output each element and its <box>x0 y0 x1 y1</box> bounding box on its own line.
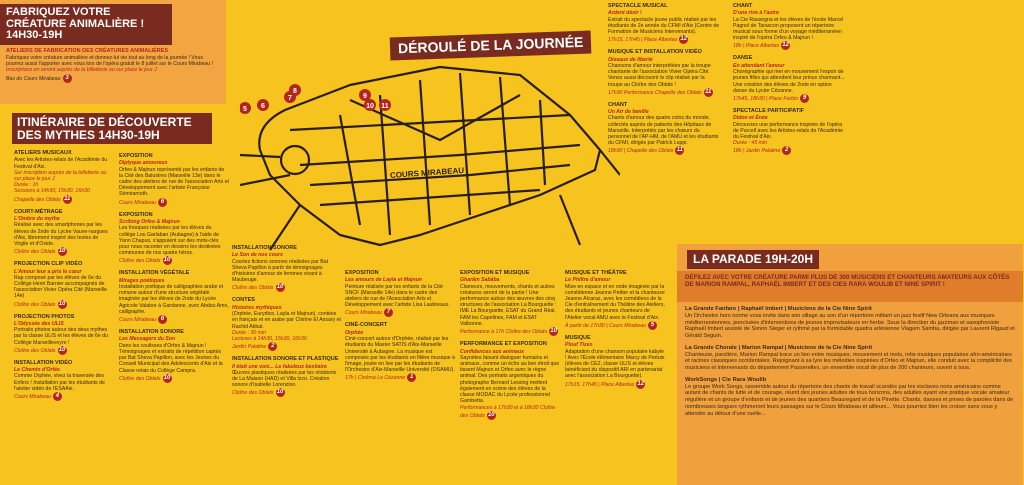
item-description: Œuvres plastiques réalisées par les résidents de La Maison (HAD) et Villa Izzo. Création sonore d'Isabelle Lorenzino. <box>232 369 337 389</box>
item-category: SPECTACLE PARTICIPATIF <box>733 107 805 114</box>
map-marker <box>289 84 301 96</box>
item-description: Réalisé avec des smartphones par les élèves de 2nde du Lycée Vauve-nargues d'Aix, librement inspiré des textes de Virgile et d'Ovide. <box>14 222 108 247</box>
item-time: 17h45, 18h30 | Place Forbin <box>733 95 799 102</box>
column-7 <box>608 3 720 160</box>
item-description: Chansons d'amour interprétées par la troupe chantante de l'association Vivier Opéra Cité. Venez aussi découvrir le clip réalisé par la troupe au Cloître des Oblats ! <box>608 62 711 88</box>
program-item <box>733 3 845 50</box>
item-location-line <box>119 315 229 324</box>
item-time: Performance à 17h <box>460 329 505 336</box>
item-description: Clameurs, mouvements, chants et autres créatures seront de la partie ! Une performance autour des œuvres des cinq structures de l'association La Bourguette : IME La Bourguette, ESAT du Grand Réal, FAM les Capelines, FAM et ESAT Valbonne. <box>460 283 557 327</box>
item-description: Saynètes faisant dialoguer humains et animaux, comme un écho au lien étroit que tissent Majnun et Orfeo avec le règne animal. Des portraits argentiques du photographe Bernard Lessing mettent également en scène des élèves de la classe MODAC du Lycée professionnel Gambetta. <box>460 354 560 405</box>
item-time: 17h15, 17h45 | Place Albertas <box>565 381 635 388</box>
map-marker-label: 11 <box>381 103 389 110</box>
location-marker: 10 <box>58 300 66 307</box>
item-category: PROJECTION PHOTOS <box>14 313 75 320</box>
parade-group-head: La Grande Fanfare | Raphaël Imbert | Musiciens de la Cie Nine Spirit <box>685 306 872 312</box>
parade-group-text: Le groupe Work Songs, rassemble autour du répertoire des chants de travail scandés par les esclaves noirs américains comme autant de chants de lutte et de courage, réunit des jeunes adultes de tous horizons, des adultes ayant une pratique vocale amateur régulière et un groupe d'enfants et de jeunes des quartiers Beauregard et de la Pinette. Chants, danses et prises de paroles dans de nombreuses langues rythmeront leurs passages sur le Cours Mirabeau et ailleurs... Vous pourriez bien les croiser sans vous y attendre au détour d'une ruelle... <box>685 383 1014 417</box>
program-item <box>565 335 665 389</box>
column-2 <box>119 153 229 388</box>
parade-group <box>685 345 1015 372</box>
item-sessions: Lectures à 14h30, 15h30, 16h30 <box>232 335 307 342</box>
item-description: Adaptation d'une chanson populaire kabyle ! Avec l'École élémentaire Marcy de Pertuis (élèves de CE2, classe ULIS et élèves bénéficiant du dispositif ARI en partenariat avec l'association La Bourguette). <box>565 348 665 380</box>
item-location-line <box>565 380 665 389</box>
program-item <box>460 341 560 420</box>
location-marker: 7 <box>384 308 393 317</box>
item-description: Chants d'amour des quatre coins du monde, collectés auprès de patients des Hôpitaux de Marseille. Interprétés par les chœurs du personnel de l'AP-HM, de l'AMU et les étudiants du CFMI, dirigés par Patrick Luppi. <box>608 115 719 147</box>
item-title: Orphée <box>345 329 364 336</box>
parade-group-head: La Grande Chorale | Marion Rampal | Musiciens de la Cie Nine Spirit <box>685 344 873 351</box>
item-description: Portraits photos autour des deux mythes par la classe ULIS et les élèves de 6e du Collège Marseilleveyre ! <box>14 327 109 346</box>
program-item <box>14 314 112 355</box>
program-item <box>460 270 560 336</box>
program-item <box>608 3 720 44</box>
item-category: DANSE <box>733 55 753 62</box>
map-marker-label: 10 <box>366 103 374 110</box>
item-time: À partir de 17h30 | Cours Mirabeau <box>565 322 646 329</box>
item-location-line <box>119 374 229 383</box>
ateliers-title: FABRIQUEZ VOTRE CRÉATURE ANIMALIÈRE ! 14H30-19H <box>0 4 172 45</box>
item-title: Scribing Orfeo & Majnun <box>119 219 180 226</box>
map-title: DÉROULÉ DE LA JOURNÉE <box>390 30 592 60</box>
item-title: Histoires mythiques <box>232 304 282 311</box>
location-marker: 9 <box>800 94 809 103</box>
item-category: ATELIERS MUSICAUX <box>14 150 72 156</box>
column-4 <box>345 270 455 387</box>
parade-group-text: Chanteuse, parolière, Marion Rampal trace un lien entre musiques, mouvement et mots, relie musiques populaires afro-américaines et racines classiques occidentales. Rejoignant à sa lyre les mélodies inspirées d'Orfeo et Majnun, elle conduit avec la complicité des musiciens et intervenants du département Passerelles, un ensemble vocal de plus de 200 chanteurs, ouvert à tous. <box>685 351 1013 372</box>
item-description: Rap composé par les élèves de 6e du Collège Henri Barnier accompagnés de l'association Vivier Opéra Cité (Marseille 14e) <box>14 274 107 300</box>
item-location-line <box>14 195 112 204</box>
map-marker-label: 9 <box>363 93 367 100</box>
item-description: (Orphée, Eurydice, Layla et Majnun), contées en français et en arabe par Chirine El Ansary et Rachid Akbal. <box>232 311 341 330</box>
item-title: Diptyque amoureux <box>119 160 168 167</box>
item-place: Cloître des Oblats <box>460 404 556 419</box>
city-map <box>240 55 620 255</box>
location-marker: 6 <box>158 315 167 324</box>
item-location-line <box>14 392 112 401</box>
item-time: 17h15, 17h45 | Place Albertas <box>608 37 678 44</box>
location-marker: 12 <box>680 36 688 43</box>
item-title: Ardent désir ! <box>608 10 642 17</box>
ateliers-subtitle: ATELIERS DE FABRICATION DES CRÉATURES ANIMALIÈRES <box>6 47 169 54</box>
column-6 <box>565 270 665 394</box>
item-category: PERFORMANCE ET EXPOSITION <box>460 341 547 348</box>
item-sessions: Sessions à 14h30, 15h30, 16h30 <box>14 188 90 195</box>
item-place: Cours Mirabeau <box>119 317 156 324</box>
item-location-line <box>14 346 112 355</box>
item-category: CHANT <box>733 3 753 9</box>
item-title: En attendant l'amour <box>733 62 785 69</box>
location-marker: 10 <box>58 248 66 255</box>
program-item <box>345 270 455 317</box>
item-location-line <box>232 342 342 351</box>
item-title: Confidences aux animaux <box>460 348 524 355</box>
parade-group <box>685 306 1015 340</box>
location-marker: 1 <box>407 373 416 382</box>
map-marker-label: 5 <box>243 106 247 113</box>
itineraire-title: ITINÉRAIRE DE DÉCOUVERTE DES MYTHES 14H30-19H <box>12 113 212 144</box>
item-description: Les fresques réalisées par les élèves du collège Lou Garlaban (Aubagne) à l'aide de Yann Chapus, s'appuient sur des mots-clés pour nous raconter en dessins les destinées communes de nos quatre héros. <box>119 225 221 257</box>
column-3 <box>232 245 342 402</box>
item-category: CONTES <box>232 297 255 304</box>
item-category: INSTALLATION VÉGÉTALE <box>119 270 190 277</box>
program-item <box>119 329 229 383</box>
item-duration: Durée : 45 min <box>733 140 768 147</box>
item-place: Cloître des Oblats <box>14 347 56 354</box>
item-location-line <box>232 388 342 397</box>
item-category: INSTALLATION VIDÉO <box>14 359 73 366</box>
ateliers-box <box>0 0 226 104</box>
program-item <box>232 356 342 397</box>
item-place: Cloître des Oblats <box>232 390 274 397</box>
item-location-line <box>460 327 560 336</box>
item-description: Comme Orphée, vivez la traversée des Enfers ! Installation par les étudiants de l'atelier vidéo de l'ESAAix. <box>14 373 105 392</box>
program-item <box>733 108 845 155</box>
item-description: Découvrez une performance inspirée de l'opéra de Purcell avec les Artistes-relais de l'Académie du Festival d'Aix. <box>733 121 843 140</box>
item-place: Cloître des Oblats <box>505 329 548 336</box>
item-category: MUSIQUE ET INSTALLATION VIDÉO <box>608 49 702 56</box>
parade-groups <box>685 306 1015 422</box>
item-category: INSTALLATION SONORE ET PLASTIQUE <box>232 356 339 363</box>
item-category: EXPOSITION <box>119 153 153 159</box>
item-duration: Durée : 30 min <box>232 329 267 336</box>
item-place: Chapelle des Oblats <box>14 196 61 203</box>
parade-section <box>677 244 1023 485</box>
item-description: La Cie Rassegna et les élèves de l'école Marcel Pagnol de Tarascon proposent un répertoire musical sous forme d'un voyage méditerranéen inspiré de l'opéra Orfeo & Majnun ! <box>733 16 844 42</box>
item-title: L'Odyssée des ULIS <box>14 321 64 327</box>
item-title: D'une rive à l'autre <box>733 10 780 17</box>
item-title: Les amours de Layla et Majnun <box>345 277 422 284</box>
item-place: Cloître des Oblats <box>14 249 56 256</box>
item-title: Mirages poétiques <box>119 277 165 284</box>
location-marker: 3 <box>63 74 72 83</box>
item-location-line <box>608 146 720 155</box>
program-item <box>608 49 720 96</box>
item-location-line <box>345 308 455 317</box>
location-marker: 2 <box>782 146 791 155</box>
item-category: EXPOSITION <box>119 211 153 218</box>
column-1 <box>14 150 112 406</box>
item-category: EXPOSITION ET MUSIQUE <box>460 270 530 276</box>
item-category: INSTALLATION SONORE <box>232 245 297 251</box>
item-description: Avec les Artistes-relais de l'Académie du Festival d'Aix. <box>14 157 108 170</box>
item-note: Sur inscription auprès de la billetterie ou sur place le jour J <box>14 169 107 183</box>
item-description: Mise en espace et en onde imaginée par la comédienne Jeanne Pettier et la chanteuse Jeanne Alcaraz, avec les comédiens de la Cie d'entraînement du Théâtre des Ateliers, des étudiants et jeunes chanteurs de l'Atelier vocal AMU avec le Festival d'Aix. <box>565 283 665 321</box>
location-marker: 6 <box>158 198 167 207</box>
item-location-line <box>565 321 665 330</box>
item-location-line <box>608 35 720 44</box>
location-marker: 10 <box>550 328 557 335</box>
program-item <box>14 150 112 204</box>
item-place: Cours Mirabeau <box>119 199 156 206</box>
parade-group-text: Un Orchestre hors norme vous invite dans son sillage au son d'un répertoire mêlant un jazz festif New Orleans aux musiques méditerranéennes, ponctuées d'interventions de jeunes improvisateurs en herbe. Sous la direction du jazzman et saxophoniste Raphaël Imbert assisté de Simon Sieger et rythmé par la formidable quadra arlésienne Viagem Samba, dirigée par Laurent Rigaud et Gérald Seguin. <box>685 312 1015 340</box>
item-time: 17h30 Performance <box>608 89 654 96</box>
item-place: Cloître des Oblats <box>232 285 274 292</box>
program-item <box>608 102 720 156</box>
location-marker: 10 <box>276 389 284 396</box>
ateliers-place: Bas du Cours Mirabeau <box>6 75 61 82</box>
item-duration: Durée : 1h <box>14 182 39 189</box>
program-item <box>733 55 845 102</box>
program-item <box>565 270 665 330</box>
item-place: Jardin Palatine <box>232 344 267 351</box>
item-location-line <box>14 247 112 256</box>
ateliers-text: Fabriquez votre créature animalière et donnez-lui vie tout au long de la journée ! Vous pourrez aussi l'apporter avec vous lors de l'opéra gratuit le 8 juillet sur le Cours Mirabeau ! <box>6 54 213 68</box>
item-category: MUSIQUE ET THÉÂTRE <box>565 270 627 276</box>
program-item <box>119 270 229 324</box>
parade-title: LA PARADE 19H-20H <box>687 250 819 269</box>
location-marker: 12 <box>637 380 645 387</box>
program-item <box>119 212 229 266</box>
item-category: MUSIQUE <box>565 334 591 341</box>
item-place: Cours Mirabeau <box>345 310 382 317</box>
item-description: Courtes fictions sonores réalisées par Bat Sheva Papillon à partir de témoignages d'histoires d'amour de femmes vivant à Maubeuge. <box>232 258 329 284</box>
item-time: 18h | Place Albertas <box>733 43 780 50</box>
parade-intro: DÉFILEZ AVEC VOTRE CRÉATURE PARMI PLUS DE 300 MUSICIENS ET CHANTEURS AMATEURS AUX CÔTÉS DE MARION RAMPAL, RAPHAËL IMBERT ET DES CIES RARA WOULIB ET NINE SPIRIT ! <box>685 274 1010 289</box>
item-place: Cloître des Oblats <box>119 258 161 265</box>
program-item <box>119 153 229 207</box>
item-category: CHANT <box>608 101 628 108</box>
item-place: Cloître des Oblats <box>14 301 56 308</box>
item-location-line <box>608 88 720 97</box>
program-item <box>345 322 455 382</box>
item-time: 18h30 | Chapelle des Oblats <box>608 148 674 155</box>
item-description: Dans les coulisses d'Orfeo & Majnun ! Témoignages et extraits de répétition captés par Bat Sheva Papillon, avec les Jeunes du Conseil Municipal des Adolescents d'Aix et la Classe relais du Collège Campra. <box>119 342 223 374</box>
item-location-line <box>14 300 112 309</box>
item-title: Plouf Tizen <box>565 342 593 349</box>
item-title: L'Amour leur a pris le cœur <box>14 268 82 275</box>
map-marker-label: 6 <box>261 103 265 110</box>
item-category: EXPOSITION <box>345 270 379 276</box>
location-marker: 2 <box>268 342 277 351</box>
map-marker <box>364 99 376 111</box>
item-description: Peinture réalisée par les enfants de la Cité SNCF (Marseille 14e) dans le cadre des ateliers de rue de l'Association Arts et Développement avec l'artiste Lisa Laubreaux. <box>345 283 450 309</box>
item-category: COURT-MÉTRAGE <box>14 208 63 215</box>
map-marker <box>379 99 391 111</box>
item-category: INSTALLATION SONORE <box>119 329 184 336</box>
map-marker <box>240 102 251 114</box>
program-item <box>232 297 342 351</box>
item-description: Chorégraphie qui met en mouvement l'espoir de jeunes filles qui attendent leur prince charmant... Une création des élèves de 2nde en option danse du Lycée Cézanne. <box>733 69 845 94</box>
parade-group <box>685 377 1015 417</box>
location-marker: 11 <box>705 88 712 95</box>
location-marker: 4 <box>53 392 62 401</box>
item-description: Installation poétique de calligraphies arabe et romane autour d'une structure végétale imaginée par les élèves de 2nde du Lycée Agricole Valabre à Gardanne, avec Abdou Amri, calligraphe. <box>119 283 229 315</box>
item-time: Performances à 17h30 et à 18h30 <box>460 404 539 411</box>
map-marker <box>257 99 269 111</box>
item-category: SPECTACLE MUSICAL <box>608 3 668 9</box>
item-title: Gharām Sabāba <box>460 277 500 284</box>
item-location-line <box>345 373 455 382</box>
item-place: Chapelle des Oblats <box>655 89 702 96</box>
item-category: PROJECTION CLIP VIDÉO <box>14 261 83 268</box>
ateliers-note: Inscriptions en amont auprès de la billetterie ou sur place le jour J <box>6 67 157 74</box>
item-location-line <box>733 146 845 155</box>
item-location-line <box>460 405 560 420</box>
location-marker: 5 <box>648 321 657 330</box>
parade-group-head: WorkSongs | Cie Rara Woulib <box>685 376 767 383</box>
item-title: Les Messagers du Son <box>119 336 176 343</box>
map-marker-label: 8 <box>293 88 297 95</box>
location-marker: 10 <box>163 374 171 381</box>
item-category: CINÉ-CONCERT <box>345 322 388 329</box>
item-title: Le Son de nos cours <box>232 252 284 259</box>
column-5 <box>460 270 560 425</box>
item-place: 17h | Cinéma Le Cézanne <box>345 375 406 382</box>
location-marker: 10 <box>58 346 66 353</box>
program-item <box>14 209 112 256</box>
item-location-line <box>733 41 845 50</box>
item-description: Orfeo & Majnun représenté par les enfants de la Cité des Balustres (Marseille 13e) dans le cadre des ateliers de rue de l'association Arts et Développement avec l'artiste Françoise Sémiramoth. <box>119 166 229 198</box>
item-place: Cours Mirabeau <box>14 394 51 401</box>
program-item <box>14 261 112 308</box>
item-title: Le Chemin d'Orfée <box>14 367 60 374</box>
item-location-line <box>119 198 229 207</box>
location-marker: 11 <box>676 147 683 154</box>
location-marker: 11 <box>64 195 71 202</box>
column-8 <box>733 3 845 160</box>
item-title: Un Air de famille <box>608 109 649 116</box>
location-marker: 12 <box>782 42 789 49</box>
location-marker: 10 <box>163 257 171 264</box>
item-description: Ciné-concert autour d'Orphée, réalisé par les étudiants du Master SATIS d'Aix-Marseille Université à Aubagne. La musique est composée par les étudiants en filière musique à l'image, jouée en live par les étudiants de l'Orchestre d'Aix-Marseille Université (OSAMU). <box>345 336 455 374</box>
item-title: L'Ombre du mythe <box>14 216 60 223</box>
item-location-line <box>232 283 342 292</box>
program-item <box>14 360 112 401</box>
street-label: COURS MIRABEAU <box>389 165 465 180</box>
item-location-line <box>119 256 229 265</box>
item-place: Cloître des Oblats <box>119 375 161 382</box>
item-description: Extrait du spectacle jeune public réalisé par les étudiants de 2e année du CFMI d'Aix (Centre de Formation de Musiciens Intervenants). <box>608 16 720 36</box>
location-marker: 10 <box>276 284 284 291</box>
location-marker: 10 <box>487 411 495 418</box>
item-title: Didon et Énée <box>733 115 768 122</box>
map-marker-label: 7 <box>288 95 292 102</box>
item-title: Il était une voix... Le fabuleux bestiaire <box>232 363 327 370</box>
item-time: 18h | Jardin Palatine <box>733 148 781 155</box>
item-location-line <box>733 94 845 103</box>
item-title: Le Philtre d'amour <box>565 277 611 284</box>
item-title: Oiseaux de liberté <box>608 56 653 63</box>
